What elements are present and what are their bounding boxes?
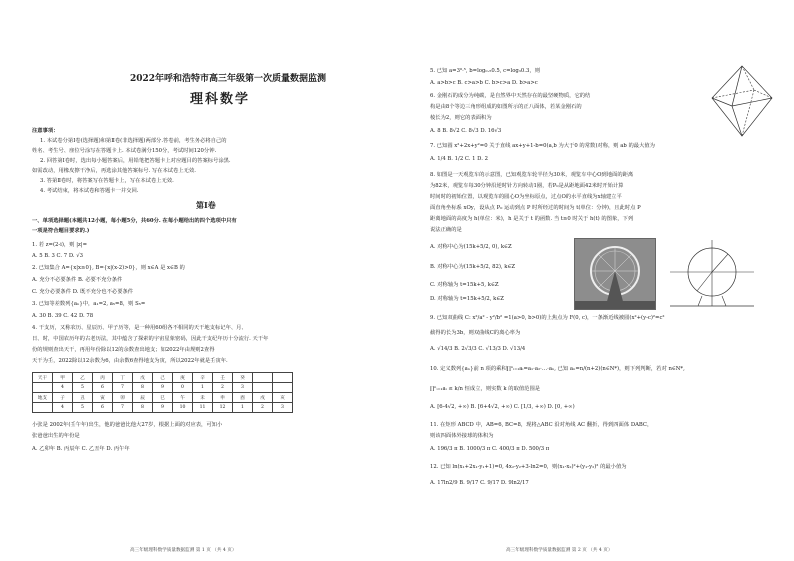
note-line: 2. 回答第Ⅰ卷时，选出每小题答案后，用铅笔把答题卡上对应题目的答案标号涂黑.: [40, 158, 231, 164]
table-cell: 戊: [133, 373, 153, 383]
table-cell: 天干: [33, 373, 53, 383]
table-cell: 申: [213, 393, 233, 403]
question-line: A. 17ln2/9 B. 9/17 C. 9/17 D. 9ln2/17: [430, 480, 529, 486]
table-cell: 癸: [233, 373, 253, 383]
question-line: 9. 已知双曲线 C: x²/a² - y²/b² =1(a>0, b>0)的上焦点为 F(0, c)，一条渐近线被圆(x²+(y-c)²=c²: [430, 315, 665, 321]
question-line: 面直角坐标系 xOy，设从点 P₀ 运动到点 P 时所经过的时间为 t(单位：分钟)，且此时点 P: [430, 205, 641, 211]
question-line: A. 乙卯年 B. 丙辰年 C. 乙丑年 D. 丙午年: [32, 446, 130, 452]
table-cell: 酉: [233, 393, 253, 403]
table-cell: 7: [113, 383, 133, 393]
table-cell: [33, 383, 53, 393]
table-cell: 壬: [213, 373, 233, 383]
table-cell: 丁: [113, 373, 133, 383]
question-line: A. 充分不必要条件 B. 必要不充分条件: [32, 277, 123, 283]
question-line: 10. 定义数列{aₙ}前 n 项的乘积∏ⁿᵢ₌₁aᵢ=a₁·a₂·…·aₙ, 已知 aₙ=n/(n+2)(n∈N*)，则下列判断，若对 n∈N*,: [430, 366, 685, 372]
question-line: A. 1/4 B. 1/2 C. 1 D. 2: [430, 156, 488, 162]
question-line: 则该四面体外接球的体积为: [430, 433, 494, 439]
question-line: 时间时的初始位置，以观览车的圆心O为坐标原点，过点O的水平直线为x轴建立平: [430, 194, 622, 200]
table-cell: 3: [233, 383, 253, 393]
question-line: 天干为壬，2022除以12余数为6，由余数6查得地支为寅，所以2022年就是壬寅年.: [32, 358, 228, 364]
section-intro: 一项是符合题目要求的.): [32, 228, 90, 234]
table-cell: 卯: [113, 393, 133, 403]
question-line: 张爸爸出生的年份是: [32, 433, 80, 439]
question-line: 说法正确的是: [430, 227, 462, 233]
question-line: 日、时，中国农历年的古老历法，其中蕴含了探索的宇宙星象密码，因此干支纪年历十分流行. 天干年: [32, 336, 269, 342]
option-line: D. 对称轴为 t=15k+5/2, k∈Z: [430, 296, 504, 302]
page-2: [406, 0, 791, 561]
table-cell: 7: [113, 403, 133, 413]
question-line: A. 5 B. 3 C. 7 D. √3: [32, 253, 84, 259]
section-intro: 一、单项选择题(本题共12小题，每小题5分，共60分. 在每小题给出的四个选项中只有: [32, 218, 237, 224]
note-line: 姓名、考生号、座位号涂写在答题卡上. 本试卷满分150分，考试时间120分钟.: [32, 148, 217, 154]
question-line: 5. 已知 a=3⁰·⁵, b=log₀.₅0.5, c=log₃0.3，则: [430, 68, 540, 74]
table-cell: [273, 373, 293, 383]
option-line: A. 对称中心为(15k+5/2, 0), k∈Z: [430, 244, 512, 250]
table-cell: 4: [53, 383, 73, 393]
ferris-wheel-photo: [574, 238, 656, 310]
table-cell: 2: [253, 403, 273, 413]
page-footer: 高三年级理科数学质量数据监测 第 1 页 （共 4 页）: [130, 548, 237, 553]
table-cell: 辰: [133, 393, 153, 403]
table-cell: 0: [173, 383, 193, 393]
question-line: 为82米，观览车每30分钟沿逆时针方向转动1圈，若P₀是从距地面42米时开始计算: [430, 183, 624, 189]
section-heading: 第Ⅰ卷: [196, 200, 216, 210]
option-line: C. 对称轴为 t=15k+5, k∈Z: [430, 282, 499, 288]
question-line: 棱长为2，则它的表面积为: [430, 115, 492, 121]
note-line: 4. 考试结束，将本试卷和答题卡一并交回.: [40, 188, 139, 194]
option-line: B. 对称中心为(15k+5/2, 82), k∈Z: [430, 264, 516, 270]
table-cell: 5: [73, 383, 93, 393]
table-cell: 丑: [73, 393, 93, 403]
table-cell: 3: [273, 403, 293, 413]
question-line: A. [6-4√2, +∞) B. [6+4√2, +∞) C. [1/3, +∞) D. [0, +∞): [430, 404, 575, 410]
note-line: 如需改动，用橡皮擦干净后，再选涂其他答案标号. 写在本试卷上无效.: [32, 168, 196, 174]
table-cell: 乙: [73, 373, 93, 383]
question-line: 截得的长为3b，则双曲线C的离心率为: [430, 330, 521, 336]
page-footer: 高三年级理科数学质量数据监测 第 2 页 （共 4 页）: [506, 548, 613, 553]
note-line: 3. 答第Ⅱ卷时，将答案写在答题卡上，写在本试卷上无效.: [40, 178, 174, 184]
page-1: [10, 0, 395, 561]
table-cell: 6: [93, 403, 113, 413]
exam-subject: 理科数学: [190, 92, 251, 107]
question-line: C. 充分必要条件 D. 既不充分也不必要条件: [32, 289, 134, 295]
question-line: A. √14/3 B. 2√3/3 C. √13/3 D. √13/4: [430, 346, 526, 352]
question-line: 4. 干支历，又称农历、星辰历、甲子历等，是一种用60组各不相同的天干地支标记年、月、: [32, 325, 247, 331]
table-cell: 辛: [193, 373, 213, 383]
table-cell: 己: [153, 373, 173, 383]
question-line: A. 196/3 π B. 1000/3 π C. 400/3 π D. 500/3 π: [430, 446, 550, 452]
question-line: 距离地面的高度为 h(单位：米)，h 是关于 t 的函数. 当 t≥0 时关于 h(t) 的图象，下列: [430, 216, 634, 222]
question-line: 2. 已知集合 A={x|x≥0}, B={x|(x-2)>0}，则 x∈A 是 x∈B 的: [32, 265, 185, 271]
table-cell: 亥: [273, 393, 293, 403]
question-line: A. 30 B. 39 C. 42 D. 78: [32, 313, 94, 319]
table-cell: 8: [133, 383, 153, 393]
question-line: 7. 已知圆 x²+2x+y²=0 关于直线 ax+y+1-b=0(a,b 为大于0 的常数)对称，则 ab 的最大值为: [430, 143, 655, 149]
table-cell: 10: [173, 403, 193, 413]
question-line: 3. 已知等差数列{aₙ}中，a₁=2, a₅=8，则 S₅=: [32, 301, 146, 307]
question-line: 12. 已知 ln(x₁+2x₁-y₁+1)=0, 4x₂-y₂+3-ln2=0，则(x₁-x₂)²+(y₁-y₂)² 的最小值为: [430, 464, 627, 470]
table-cell: 8: [133, 403, 153, 413]
table-cell: 5: [73, 403, 93, 413]
table-cell: 寅: [93, 393, 113, 403]
table-cell: 6: [93, 383, 113, 393]
question-line: 6. 金刚石的成分为纯碳，是自然界中天然存在的最坚硬物质，它的结: [430, 93, 591, 99]
table-cell: 9: [153, 403, 173, 413]
question-line: A. 8 B. 8√2 C. 8√3 D. 16√3: [430, 128, 502, 134]
question-line: A. a>b>c B. c>a>b C. b>c>a D. b>a>c: [430, 80, 538, 86]
table-cell: 甲: [53, 373, 73, 383]
table-cell: [273, 383, 293, 393]
table-cell: 地支: [33, 393, 53, 403]
note-line: 1. 本试卷分第Ⅰ卷(选择题)和第Ⅱ卷(非选择题)两部分.答卷前，考生务必将自己的: [40, 138, 227, 144]
table-cell: 未: [193, 393, 213, 403]
question-line: 小张是 2002年(壬午年)出生，他的爸爸比他大27岁，根据上面的对应表，可知小: [32, 422, 223, 428]
question-line: 11. 在矩形 ABCD 中，AB=6, BC=8，现将△ABC 沿对角线 AC 翻折，得到四面体 DABC，: [430, 422, 653, 428]
table-cell: 1: [233, 403, 253, 413]
question-line: 份的规则查出天干，再用年份除以12的余数查出地支；如2022年由规则2查得: [32, 347, 215, 353]
question-line: 构是由8个等边三角形组成的如图所示的正八面体，若某金刚石的: [430, 104, 582, 110]
table-cell: [33, 403, 53, 413]
table-cell: [253, 373, 273, 383]
ganzhi-table: [32, 372, 293, 413]
table-cell: 丙: [93, 373, 113, 383]
exam-title: 2022年呼和浩特市高三年级第一次质量数据监测: [130, 74, 327, 84]
table-cell: 4: [53, 403, 73, 413]
table-cell: 11: [193, 403, 213, 413]
question-line: 8. 如图是一天观览车的示意图，已知观览车轮半径为30米，观览车中心O到地面的距离: [430, 172, 634, 178]
table-cell: 午: [173, 393, 193, 403]
octahedron-figure: [702, 64, 782, 138]
ferris-wheel-diagram: [662, 238, 758, 308]
table-cell: 9: [153, 383, 173, 393]
table-cell: 12: [213, 403, 233, 413]
table-cell: 巳: [153, 393, 173, 403]
notes-heading: 注意事项：: [32, 128, 59, 134]
question-line: 1. 若 z=(2-i)，则 |z|=: [32, 242, 88, 248]
table-cell: 2: [213, 383, 233, 393]
table-cell: [253, 383, 273, 393]
question-line: ∏ⁿᵢ₌₁aᵢ ≤ k/n 恒成立，则实数 k 的取值范围是: [430, 386, 541, 392]
table-cell: 1: [193, 383, 213, 393]
table-cell: 戌: [253, 393, 273, 403]
table-cell: 庚: [173, 373, 193, 383]
table-cell: 子: [53, 393, 73, 403]
